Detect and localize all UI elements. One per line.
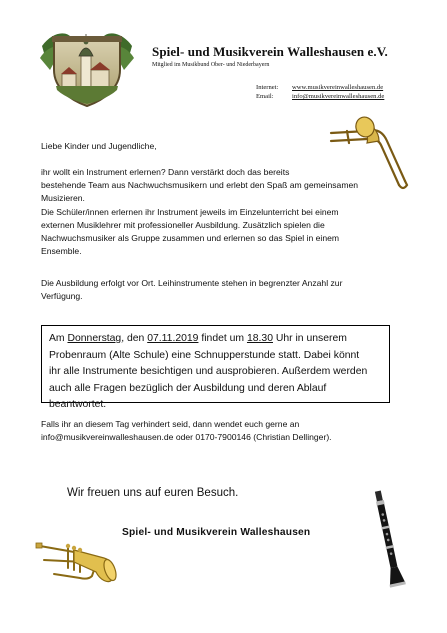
email-row [256, 92, 384, 101]
contact-line: info@musikvereinwalleshausen.de oder 0170-7900146 (Christian Dellinger). [41, 432, 332, 443]
intro-line: bestehende Team aus Nachwuchsmusikern und erlebt den Spaß am gemeinsamen [41, 180, 359, 191]
org-name: Spiel- und Musikverein Walleshausen e.V. [152, 44, 388, 59]
event-text: , den [121, 333, 148, 344]
event-time: 18.30 [246, 333, 273, 344]
internet-link[interactable]: www.musikvereinwalleshausen.de [292, 84, 384, 91]
rental-paragraph [41, 277, 342, 303]
event-text: findet um [198, 333, 247, 344]
internet-row [256, 83, 384, 92]
trumpet-icon [34, 528, 118, 584]
event-notice-box [41, 325, 390, 410]
welcome-line: Wir freuen uns auf euren Besuch. [67, 487, 239, 499]
event-line: beantwortet. [49, 399, 107, 410]
intro-paragraph [41, 166, 358, 258]
intro-line: Nachwuchsmusiker als Gruppe zusammen und erlernen so das Spiel in einem [41, 233, 340, 244]
contact-paragraph [41, 418, 332, 444]
village-crest-icon [38, 26, 136, 108]
event-line: Probenraum (Alte Schule) eine Schnupperstunde statt. Dabei könnt [49, 349, 360, 361]
internet-label: Internet: [256, 84, 279, 91]
closing-signature: Spiel- und Musikverein Walleshausen [122, 527, 311, 538]
intro-line: externen Musiklehrer mit professioneller Ausbildung. Zusätzlich spielen die [41, 219, 325, 230]
contact-block [256, 83, 384, 101]
org-membership: Mitglied im Musikbund Ober- und Niederbayern [152, 62, 270, 68]
intro-line: ihr wollt ein Instrument erlernen? Dann verstärkt doch das bereits [41, 167, 290, 177]
event-line: ihr alle Instrumente besichtigen und ausprobieren. Außerdem werden [49, 366, 368, 377]
email-label: Email: [256, 93, 274, 100]
contact-line: Falls ihr an diesem Tag verhindert seid, dann wendet euch gerne an [41, 419, 300, 429]
intro-line: Musizieren. [41, 193, 85, 204]
intro-line: Die Schüler/innen erlernen ihr Instrument jeweils im Einzelunterricht bei einem [41, 206, 339, 217]
event-line: auch alle Fragen bezüglich der Ausbildung und deren Ablauf [49, 382, 327, 394]
event-line [49, 331, 389, 348]
rental-line: Die Ausbildung erfolgt vor Ort. Leihinstrumente stehen in begrenzter Anzahl zur [41, 278, 343, 288]
email-link[interactable]: info@musikvereinwalleshausen.de [292, 93, 385, 100]
intro-line: Ensemble. [41, 246, 82, 257]
greeting: Liebe Kinder und Jugendliche, [41, 141, 157, 151]
event-text: Uhr in unserem [272, 333, 347, 344]
event-text: Am [49, 333, 68, 344]
event-date: 07.11.2019 [147, 333, 199, 344]
clarinet-icon [368, 486, 408, 592]
event-day: Donnerstag [67, 333, 122, 344]
rental-line: Verfügung. [41, 291, 83, 302]
